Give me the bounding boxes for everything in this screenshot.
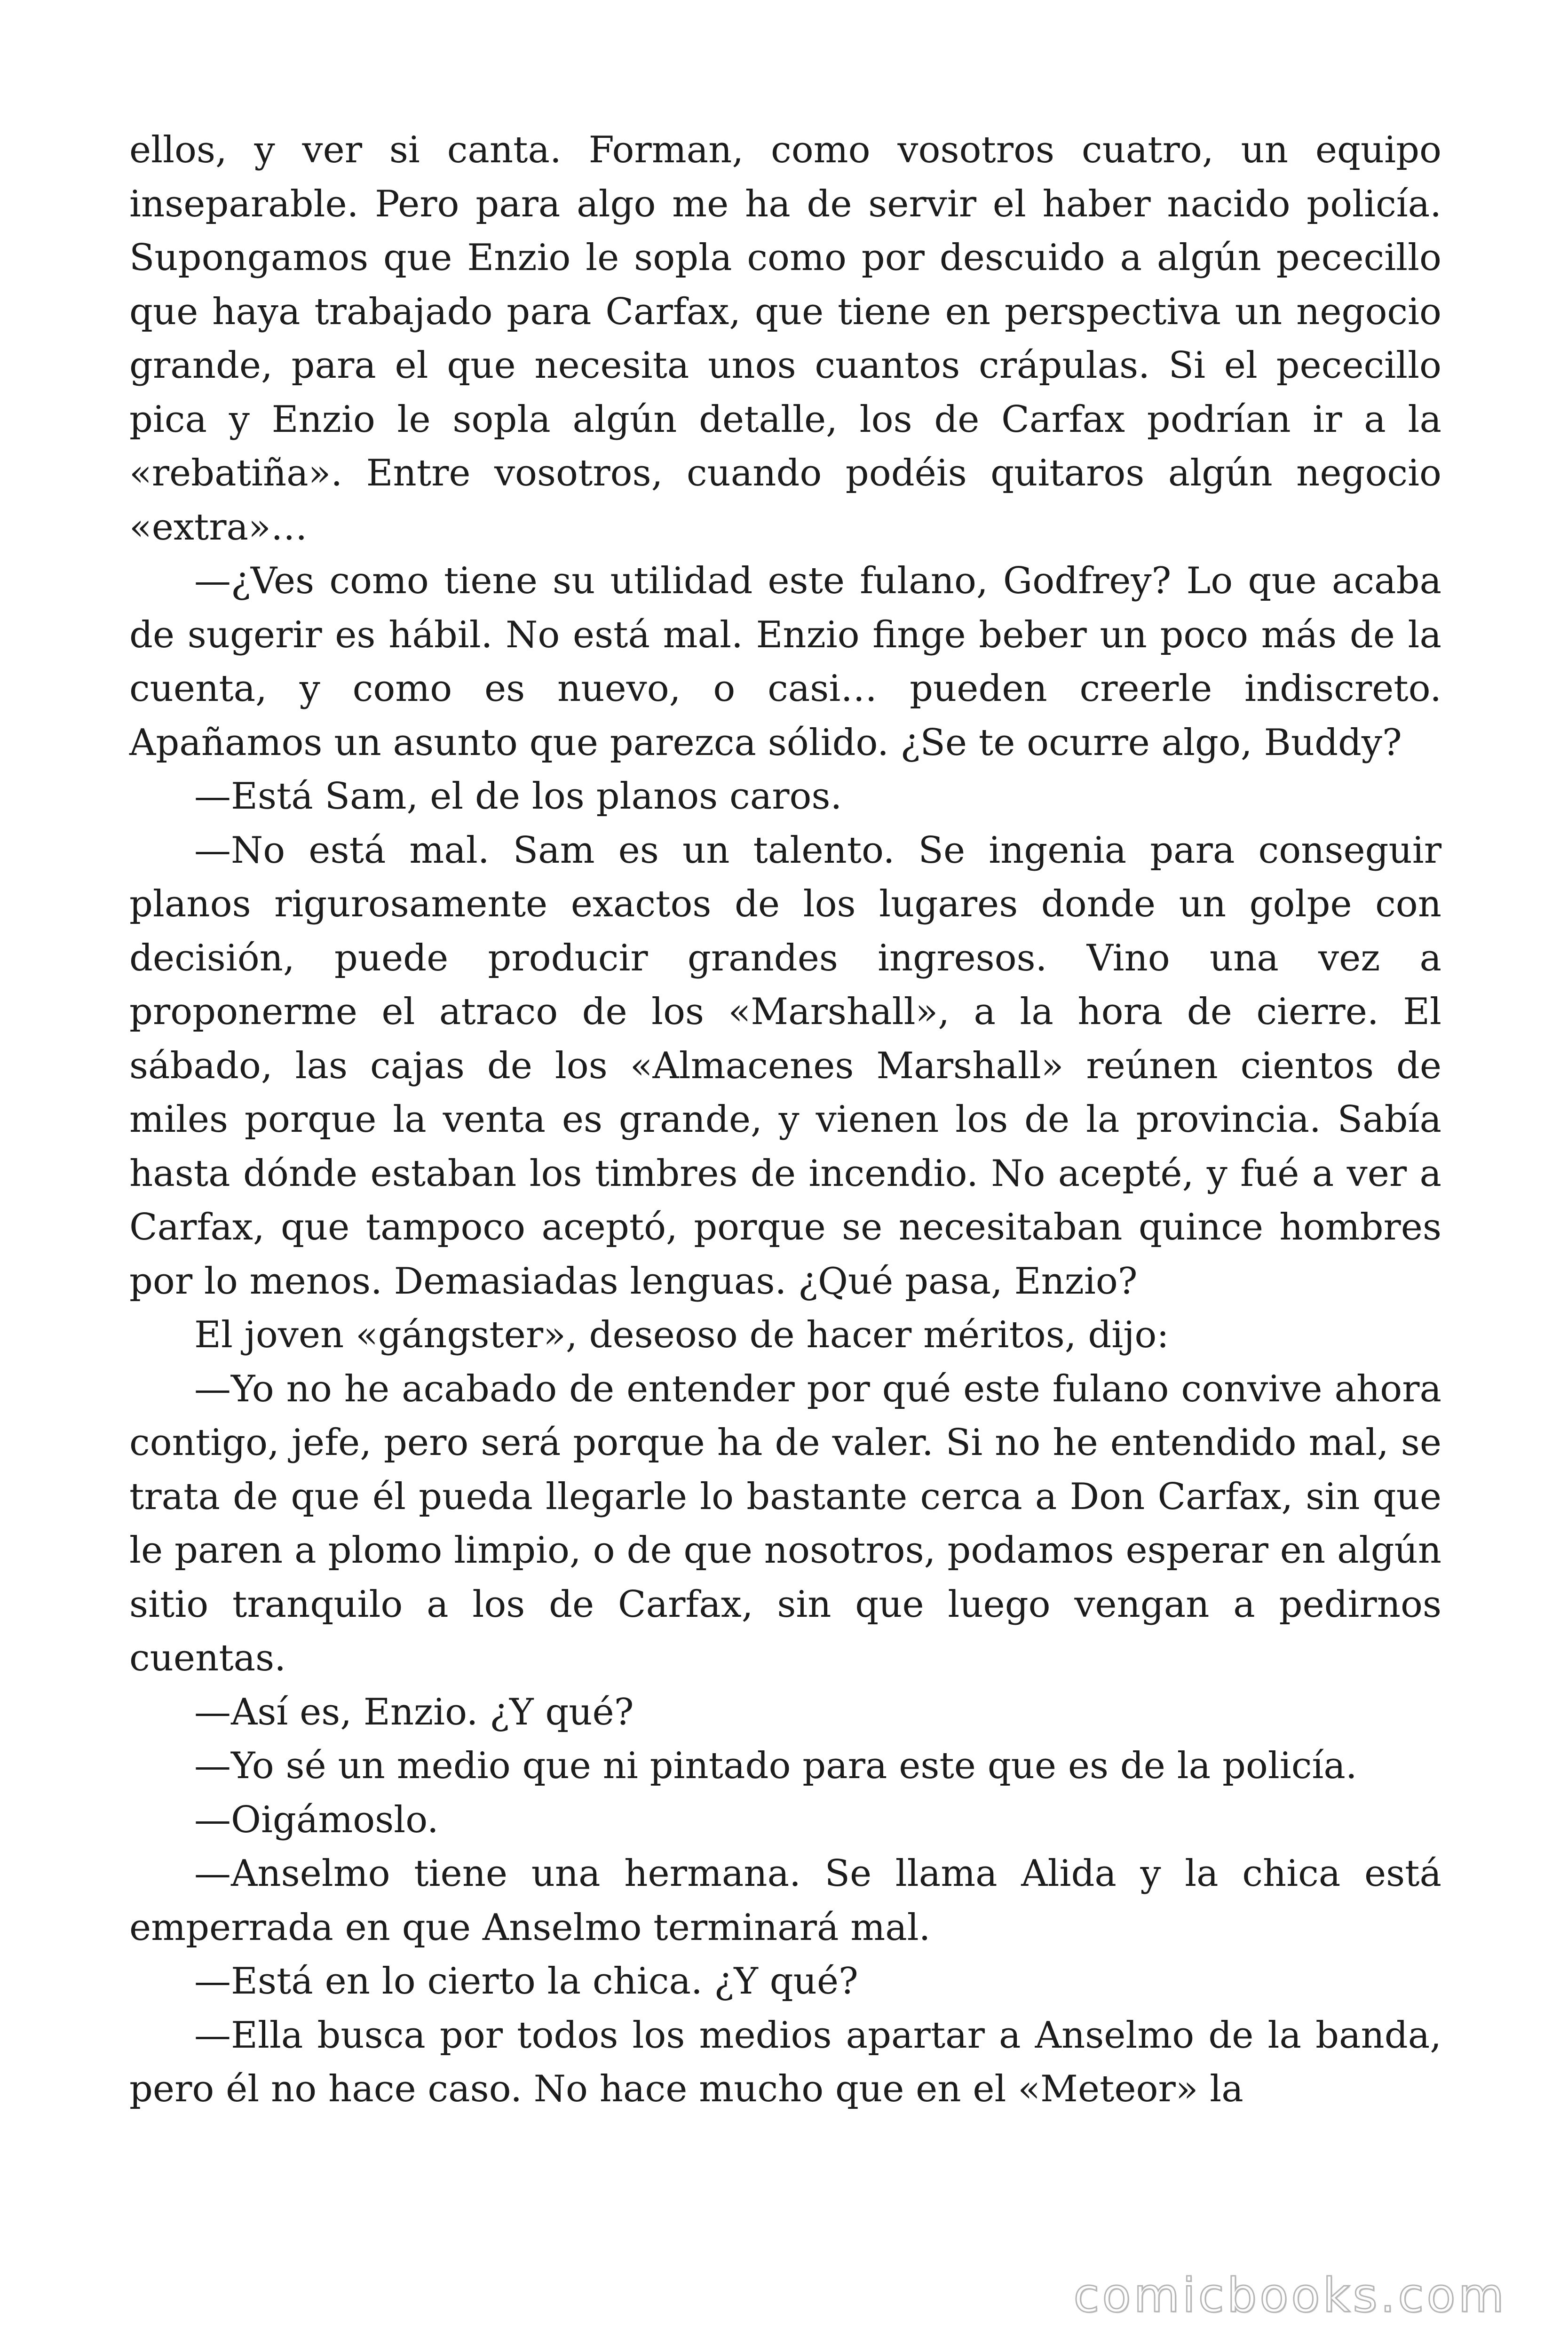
paragraph-7: —Así es, Enzio. ¿Y qué? — [194, 1691, 634, 1733]
paragraph-2: —¿Ves como tiene su utilidad este fulano, Godfrey? Lo que acaba de sugerir es hábil. No está mal. Enzio finge beber un poco más de la cuenta, y como es nuevo, o casi… pueden creerle indiscreto. Apañamos un asunto que parezca sólido. ¿Se te ocurre algo, Buddy? — [129, 560, 1441, 764]
paragraph-12: —Ella busca por todos los medios apartar a Anselmo de la banda, pero él no hace caso. No hace mucho que en el «Meteor» la — [129, 2014, 1441, 2110]
paragraph-4: —No está mal. Sam es un talento. Se ingenia para conseguir planos rigurosamente exactos de los lugares donde un golpe con decisión, puede producir grandes ingresos. Vino una vez a proponerme el atraco de los «Marshall», a la hora de cierre. El sábado, las cajas de los «Almacenes Marshall» reúnen cientos de miles porque la venta es grande, y vienen los de la provincia. Sabía hasta dónde estaban los timbres de incendio. No acepté, y fué a ver a Carfax, que tampoco aceptó, porque se necesitaban quince hombres por lo menos. Demasiadas lenguas. ¿Qué pasa, Enzio? — [129, 829, 1441, 1303]
watermark-text: comicbooks.com — [1073, 2268, 1507, 2323]
paragraph-6: —Yo no he acabado de entender por qué este fulano convive ahora contigo, jefe, pero será porque ha de valer. Si no he entendido mal, se trata de que él pueda llegarle lo bastante cerca a Don Carfax, sin que le paren a plomo limpio, o de que nosotros, podamos esperar en algún sitio tranquilo a los de Carfax, sin que luego vengan a pedirnos cuentas. — [129, 1367, 1441, 1679]
paragraph-11: —Está en lo cierto la chica. ¿Y qué? — [194, 1960, 858, 2002]
paragraph-8: —Yo sé un medio que ni pintado para este que es de la policía. — [194, 1745, 1357, 1787]
paragraph-9: —Oigámoslo. — [194, 1798, 439, 1841]
page-body-text — [129, 123, 1441, 2116]
paragraph-1: ellos, y ver si canta. Forman, como vosotros cuatro, un equipo inseparable. Pero para algo me ha de servir el haber nacido policía. Supongamos que Enzio le sopla como por descuido a algún pececillo que haya trabajado para Carfax, que tiene en perspectiva un negocio grande, para el que necesita unos cuantos crápulas. Si el pececillo pica y Enzio le sopla algún detalle, los de Carfax podrían ir a la «rebatiña». Entre vosotros, cuando podéis quitaros algún negocio «extra»… — [129, 129, 1441, 548]
paragraph-3: —Está Sam, el de los planos caros. — [194, 775, 842, 818]
paragraph-10: —Anselmo tiene una hermana. Se llama Alida y la chica está emperrada en que Anselmo terminará mal. — [129, 1852, 1441, 1949]
paragraph-5: El joven «gángster», deseoso de hacer méritos, dijo: — [194, 1314, 1169, 1356]
